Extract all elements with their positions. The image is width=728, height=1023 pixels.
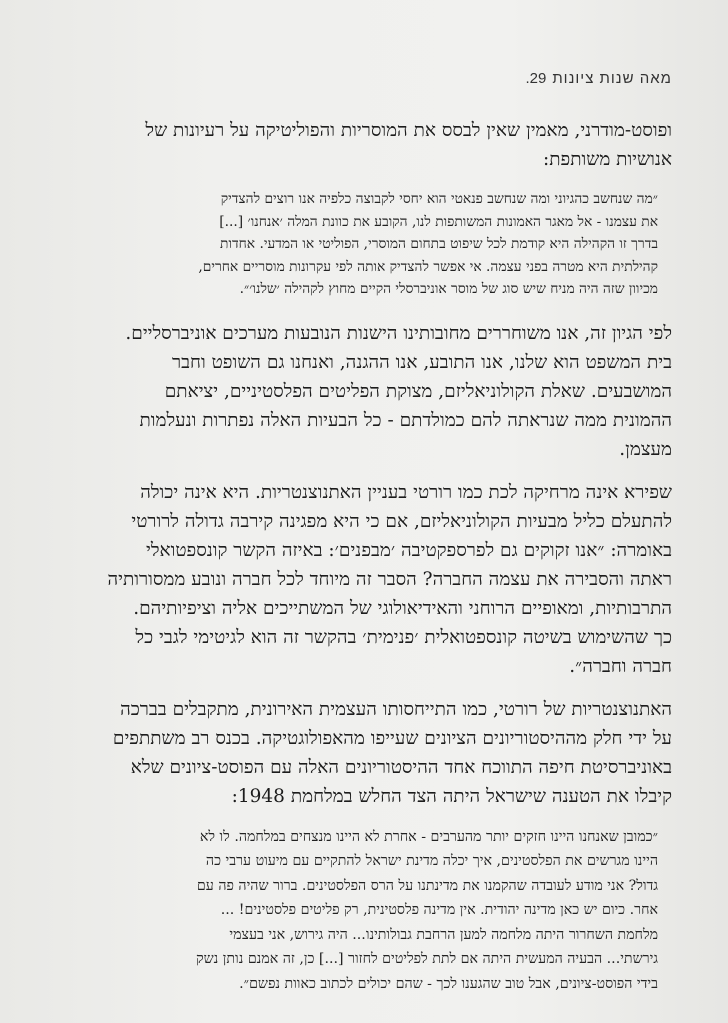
running-header	[60, 70, 672, 94]
quote-line: גירשתי... הבעיה המעשית היתה אם לתת לפליטים לחזור [...] כן, זה אמנם נותן נשק	[196, 951, 658, 967]
text-line: כך שהשימוש בשיטה קונספטואלית ׳פנימית׳ בהקשר זה הוא לגיטימי לגבי כל	[135, 626, 672, 648]
text-line: התרבותיות, ומאופיים הרוחני והאידיאולוגי של המשתייכים אליה וציפיותיהם.	[133, 597, 672, 619]
quote-line: בדרך זו הקהילה היא קודמת לכל שיפוט בתחום המוסרי, הפוליטי או המדעי. אחדות	[220, 236, 658, 252]
text-line: על ידי חלק מההיסטוריונים הציונים שעייפו מהאפולוגטיקה. בכנס רב משתתפים	[112, 727, 672, 749]
paragraph-ethnocentrism	[60, 695, 672, 811]
book-title: מאה שנות ציונות	[552, 70, 672, 87]
text-line: להתעלם כליל מבעיות הקולוניאליזם, אם כי היא מפגינה קירבה גדולה לרורטי	[131, 510, 672, 532]
quote-line: את עצמנו - אל מאגר האמונות המשותפות לנו, הקובע את כוונת המלה ׳אנחנו׳ [...]	[219, 213, 658, 230]
paragraph-shapira	[60, 478, 672, 681]
quote-line: מלחמת השחרור היתה מלחמה למען הרחבת גבולותינו... היה גירוש, אני בעצמי	[229, 926, 658, 943]
quote-line: אחר. כיום יש כאן מדינה יהודית. אין מדינה פלסטינית, רק פליטים פלסטינים! ...	[220, 902, 658, 918]
text-line: ראתה והסבירה את עצמה החברה? הסבר זה מיוחד לכל חברה ונובע ממסורותיה	[107, 568, 672, 590]
paragraph-logic	[60, 319, 672, 464]
text-line: ופוסט-מודרני, מאמין שאין לבסס את המוסריות והפוליטיקה על רעיונות של	[145, 120, 672, 141]
text-line: באומרה: ״אנו זקוקים גם לפרספקטיבה ׳מבפנים׳: באיזה הקשר קונספטואלי	[145, 539, 672, 561]
quote-line: ״כמובן שאנחנו היינו חזקים יותר מהערבים - אחרת לא היינו מנצחים במלחמה. לו לא	[199, 828, 658, 845]
text-line: האתנוצנטריות של רורטי, כמו התייחסותו העצמית האירונית, מתקבלים בברכה	[120, 698, 672, 720]
block-quote-rorty	[82, 188, 658, 301]
text-line: לפי הגיון זה, אנו משוחררים מחובותינו הישנות הנובעות מערכים אוניברסליים.	[125, 322, 672, 344]
quote-line: בידי הפוסט-ציונים, אבל טוב שהגענו לכך - שהם יכולים לכתוב כאוות נפשם״.	[239, 975, 658, 992]
text-line: קיבלו את הטענה שישראל היתה הצד החלש במלחמת 1948:	[231, 785, 672, 807]
text-line: שפירא אינה מרחיקה לכת כמו רורטי בעניין האתנוצנטריות. היא אינה יכולה	[140, 481, 672, 503]
paragraph-intro	[60, 116, 672, 174]
text-line: ההמונית ממה שנראתה להם כמולדתם - כל הבעיות האלה נפתרות ונעלמות	[139, 409, 672, 431]
text-line: חברה וחברה״.	[569, 655, 672, 677]
text-line: בית המשפט הוא שלנו, אנו התובע, אנו ההגנה, ואנחנו גם השופט וחבר	[172, 351, 672, 373]
page-number: 29.	[525, 70, 547, 87]
text-line: המושבעים. שאלת הקולוניאליזם, מצוקת הפליטים הפלסטיניים, יציאתם	[164, 380, 672, 402]
text-line: מעצמן.	[619, 438, 672, 460]
quote-line: גדול? אני מודע לעובדה שהקמנו את מדינתנו על הרס הפלסטינים. ברור שהיה פה עם	[196, 877, 658, 894]
quote-line: קהילתית היא מטרה בפני עצמה. אי אפשר להצדיק אותה לפי עקרונות מוסריים אחרים,	[198, 258, 658, 275]
quote-line: ״מה שנחשב כהגיוני ומה שנחשב פנאטי הוא יחסי לקבוצה כלפיה אנו רוצים להצדיק	[220, 191, 658, 207]
quote-line: מכיוון שזה היה מניח שיש סוג של מוסר אוניברסלי הקיים מחוץ לקהילה ׳שלנו׳״.	[239, 281, 658, 297]
book-page	[60, 70, 672, 1014]
block-quote-historian	[82, 825, 658, 997]
quote-line: היינו מגרשים את הפלסטינים, איך יכלה מדינת ישראל להתקיים עם מיעוט ערבי כה	[205, 853, 658, 869]
text-line: באוניברסיטת חיפה התווכח אחד ההיסטוריונים האלה עם הפוסט-ציונים שלא	[130, 756, 672, 778]
text-line: אנושיות משותפת:	[543, 149, 672, 170]
